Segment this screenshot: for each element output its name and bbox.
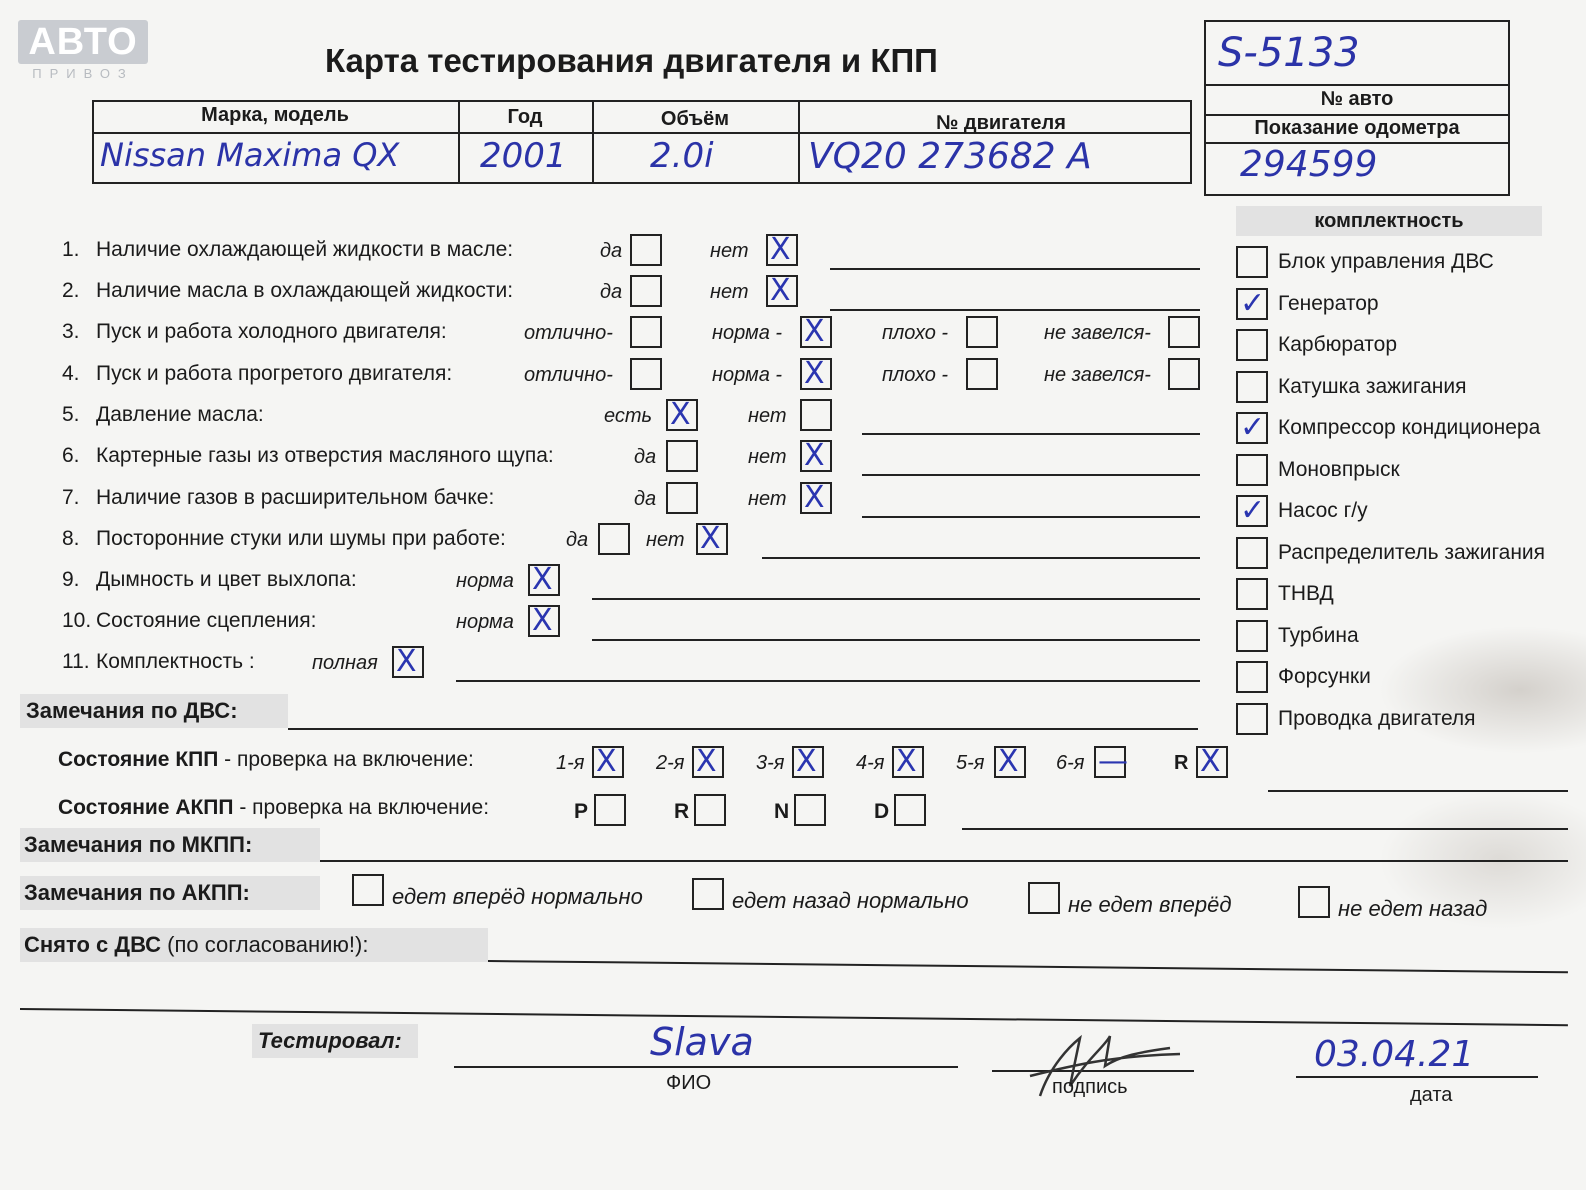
check-option-label: норма	[456, 611, 514, 633]
check-text: Картерные газы из отверстия масляного щупа:	[96, 444, 554, 467]
kit-checkbox[interactable]	[1236, 578, 1268, 610]
kit-checkbox[interactable]	[1236, 620, 1268, 652]
date-caption: дата	[1410, 1084, 1453, 1106]
kpp-gear-label: R	[1174, 752, 1189, 774]
check-text: Состояние сцепления:	[96, 609, 317, 632]
check-mark: ✓	[1240, 493, 1266, 528]
check-option-label: нет	[710, 240, 749, 262]
tested-label: Тестировал:	[258, 1028, 402, 1053]
x-mark: X	[396, 644, 417, 679]
date-line	[1296, 1076, 1538, 1078]
check-number: 1.	[62, 238, 80, 261]
check-option-box[interactable]	[966, 316, 998, 348]
check-option-box[interactable]	[666, 482, 698, 514]
x-mark: X	[804, 356, 825, 391]
x-mark: X	[770, 273, 791, 308]
check-option-box[interactable]	[630, 358, 662, 390]
x-mark: X	[770, 232, 791, 267]
check-mark: ✓	[1240, 410, 1266, 445]
kit-heading: комплектность	[1236, 206, 1542, 236]
check-line	[862, 474, 1200, 476]
akpp-gear-label: N	[774, 800, 790, 823]
kit-item-label: Распределитель зажигания	[1278, 540, 1546, 564]
signature-caption: подпись	[1052, 1076, 1128, 1098]
check-number: 5.	[62, 403, 80, 426]
akpp-remark-checkbox[interactable]	[1028, 882, 1060, 914]
check-option-box[interactable]	[1168, 358, 1200, 390]
kit-item-label: Турбина	[1278, 623, 1359, 647]
check-option-label: нет	[748, 488, 787, 510]
kpp-gear-mark: X	[596, 744, 617, 779]
check-number: 6.	[62, 444, 80, 467]
check-option-label: нет	[748, 405, 787, 427]
name-value: Slava	[650, 1020, 754, 1064]
kit-item-label: Насос г/у	[1278, 499, 1368, 522]
check-option-label: норма	[456, 570, 514, 592]
check-number: 4.	[62, 362, 80, 385]
remarks-mkpp-line	[320, 860, 1568, 862]
kpp-line	[1268, 790, 1568, 792]
kit-item-label: Катушка зажигания	[1278, 374, 1467, 398]
removed-label-bold: Снято с ДВС	[24, 932, 162, 957]
kpp-gear-mark: X	[796, 744, 817, 779]
remarks-mkpp-label: Замечания по МКПП:	[24, 832, 253, 857]
akpp-gear-box[interactable]	[594, 794, 626, 826]
check-line	[830, 309, 1200, 311]
removed-label	[24, 932, 368, 958]
name-caption: ФИО	[666, 1072, 712, 1094]
akpp-remark-option: не едет назад	[1338, 896, 1488, 921]
kpp-label	[58, 748, 474, 772]
kit-checkbox[interactable]	[1236, 246, 1268, 278]
kpp-gear-label: 1-я	[556, 752, 585, 774]
kit-checkbox[interactable]	[1236, 703, 1268, 735]
check-line	[592, 598, 1200, 600]
kit-checkbox[interactable]	[1236, 329, 1268, 361]
car-number-value: S-5133	[1218, 30, 1360, 76]
check-text: Пуск и работа холодного двигателя:	[96, 320, 447, 343]
check-option-label: полная	[312, 652, 378, 674]
name-line	[454, 1066, 958, 1068]
removed-label-rest: (по согласованию!):	[161, 932, 369, 957]
akpp-line	[962, 828, 1568, 830]
check-option-label: отлично-	[524, 364, 613, 386]
check-number: 7.	[62, 486, 80, 509]
avtoprivoz-logo: АВТО	[18, 20, 148, 64]
kit-checkbox[interactable]	[1236, 371, 1268, 403]
volume-label: Объём	[660, 108, 730, 130]
check-line	[830, 268, 1200, 270]
kit-item-label: ТНВД	[1278, 582, 1334, 605]
akpp-remark-option: едет назад нормально	[732, 888, 969, 913]
check-text: Давление масла:	[96, 403, 264, 426]
kit-item-label: Генератор	[1278, 291, 1379, 315]
check-option-label: нет	[748, 446, 787, 468]
remarks-engine-line	[288, 728, 1198, 730]
akpp-gear-label: R	[674, 800, 690, 823]
removed-line-1	[488, 960, 1568, 973]
check-option-label: отлично-	[524, 322, 613, 344]
page-title: Карта тестирования двигателя и КПП	[325, 42, 938, 79]
check-text: Наличие охлаждающей жидкости в масле:	[96, 238, 514, 261]
make-label: Марка, модель	[201, 104, 349, 126]
check-option-box[interactable]	[630, 316, 662, 348]
check-number: 3.	[62, 320, 80, 343]
remarks-akpp-label: Замечания по АКПП:	[24, 880, 250, 905]
x-mark: X	[532, 603, 553, 638]
right-divider	[1204, 114, 1510, 116]
check-mark: ✓	[1240, 285, 1266, 321]
check-option-label: да	[634, 446, 657, 468]
check-text: Комплектность :	[96, 650, 255, 673]
check-option-label: норма -	[712, 364, 783, 386]
check-option-label: не завелся-	[1044, 364, 1151, 386]
akpp-gear-box[interactable]	[794, 794, 826, 826]
check-option-label: да	[600, 281, 623, 303]
akpp-remark-option: едет вперёд нормально	[392, 884, 643, 909]
volume-value: 2.0i	[650, 136, 714, 176]
year-value: 2001	[480, 136, 567, 176]
check-line	[762, 557, 1200, 559]
x-mark: X	[532, 562, 553, 597]
check-line	[862, 516, 1200, 518]
check-option-label: не завелся-	[1044, 322, 1151, 344]
akpp-gear-box[interactable]	[694, 794, 726, 826]
kpp-gear-mark: X	[696, 744, 717, 779]
akpp-remark-option: не едет вперёд	[1068, 892, 1232, 917]
check-option-label: плохо -	[882, 364, 949, 386]
kpp-label-rest: - проверка на включение:	[218, 748, 474, 771]
check-text: Наличие газов в расширительном бачке:	[96, 486, 495, 509]
check-line	[862, 433, 1200, 435]
check-option-label: норма -	[712, 322, 783, 344]
check-option-box[interactable]	[630, 234, 662, 266]
check-option-box[interactable]	[800, 399, 832, 431]
check-option-label: нет	[710, 281, 749, 303]
x-mark: X	[804, 314, 825, 349]
akpp-gear-label: P	[574, 800, 589, 823]
engine-number-value: VQ20 273682 A	[808, 136, 1092, 177]
kit-item-label: Карбюратор	[1278, 333, 1398, 356]
logo-subtitle: ПРИВОЗ	[32, 66, 134, 81]
kpp-gear-label: 2-я	[656, 752, 685, 774]
kpp-gear-mark: X	[998, 744, 1019, 779]
check-line	[456, 680, 1200, 682]
kpp-gear-mark: X	[896, 744, 917, 779]
check-option-box[interactable]	[598, 523, 630, 555]
kit-item-label: Компрессор кондиционера	[1278, 416, 1541, 439]
check-option-label: есть	[604, 405, 653, 427]
kpp-gear-label: 5-я	[956, 752, 985, 774]
kit-checkbox[interactable]	[1236, 661, 1268, 693]
kpp-gear-label: 4-я	[856, 752, 885, 774]
check-option-label: да	[634, 488, 657, 510]
akpp-gear-box[interactable]	[894, 794, 926, 826]
date-value: 03.04.21	[1314, 1034, 1475, 1075]
check-option-box[interactable]	[630, 275, 662, 307]
check-option-label: нет	[646, 529, 685, 551]
check-text: Наличие масла в охлаждающей жидкости:	[96, 279, 514, 302]
year-label: Год	[507, 106, 543, 128]
kit-item-label: Моновпрыск	[1278, 457, 1400, 481]
akpp-remark-checkbox[interactable]	[352, 874, 384, 906]
kit-item-label: Блок управления ДВС	[1278, 250, 1494, 273]
check-option-label: да	[566, 529, 589, 551]
kpp-gear-mark: X	[1200, 744, 1221, 779]
check-option-box[interactable]	[666, 440, 698, 472]
remarks-engine-label: Замечания по ДВС:	[26, 698, 238, 723]
kit-item-label: Форсунки	[1278, 665, 1371, 688]
akpp-label-rest: - проверка на включение:	[233, 796, 490, 819]
odometer-label: Показание одометра	[1254, 117, 1460, 139]
check-number: 11.	[62, 650, 90, 673]
check-option-box[interactable]	[966, 358, 998, 390]
make-value: Nissan Maxima QX	[100, 136, 400, 174]
kpp-gear-mark: —	[1098, 744, 1128, 779]
car-number-label: № авто	[1320, 88, 1394, 110]
x-mark: X	[804, 438, 825, 473]
check-option-label: да	[600, 240, 623, 262]
right-divider	[1204, 84, 1510, 86]
odometer-value: 294599	[1240, 144, 1378, 185]
check-option-label: плохо -	[882, 322, 949, 344]
akpp-label-bold: Состояние АКПП	[58, 796, 234, 819]
check-text: Посторонние стуки или шумы при работе:	[96, 527, 506, 550]
check-number: 2.	[62, 279, 80, 302]
check-text: Пуск и работа прогретого двигателя:	[96, 362, 453, 385]
kpp-gear-label: 6-я	[1056, 752, 1085, 774]
check-option-box[interactable]	[1168, 316, 1200, 348]
engine-number-label: № двигателя	[936, 112, 1066, 134]
check-text: Дымность и цвет выхлопа:	[96, 568, 357, 591]
kit-checkbox[interactable]	[1236, 454, 1268, 486]
x-mark: X	[700, 521, 721, 556]
akpp-gear-label: D	[874, 800, 890, 823]
check-number: 8.	[62, 527, 80, 550]
akpp-remark-checkbox[interactable]	[692, 878, 724, 910]
x-mark: X	[670, 397, 691, 432]
kit-checkbox[interactable]	[1236, 537, 1268, 569]
kit-item-label: Проводка двигателя	[1278, 706, 1476, 730]
check-line	[592, 639, 1200, 641]
kpp-gear-label: 3-я	[756, 752, 785, 774]
akpp-remark-checkbox[interactable]	[1298, 886, 1330, 918]
akpp-label	[58, 796, 489, 820]
kpp-label-bold: Состояние КПП	[58, 748, 219, 771]
check-number: 9.	[62, 568, 80, 591]
check-number: 10.	[62, 609, 92, 632]
x-mark: X	[804, 480, 825, 515]
